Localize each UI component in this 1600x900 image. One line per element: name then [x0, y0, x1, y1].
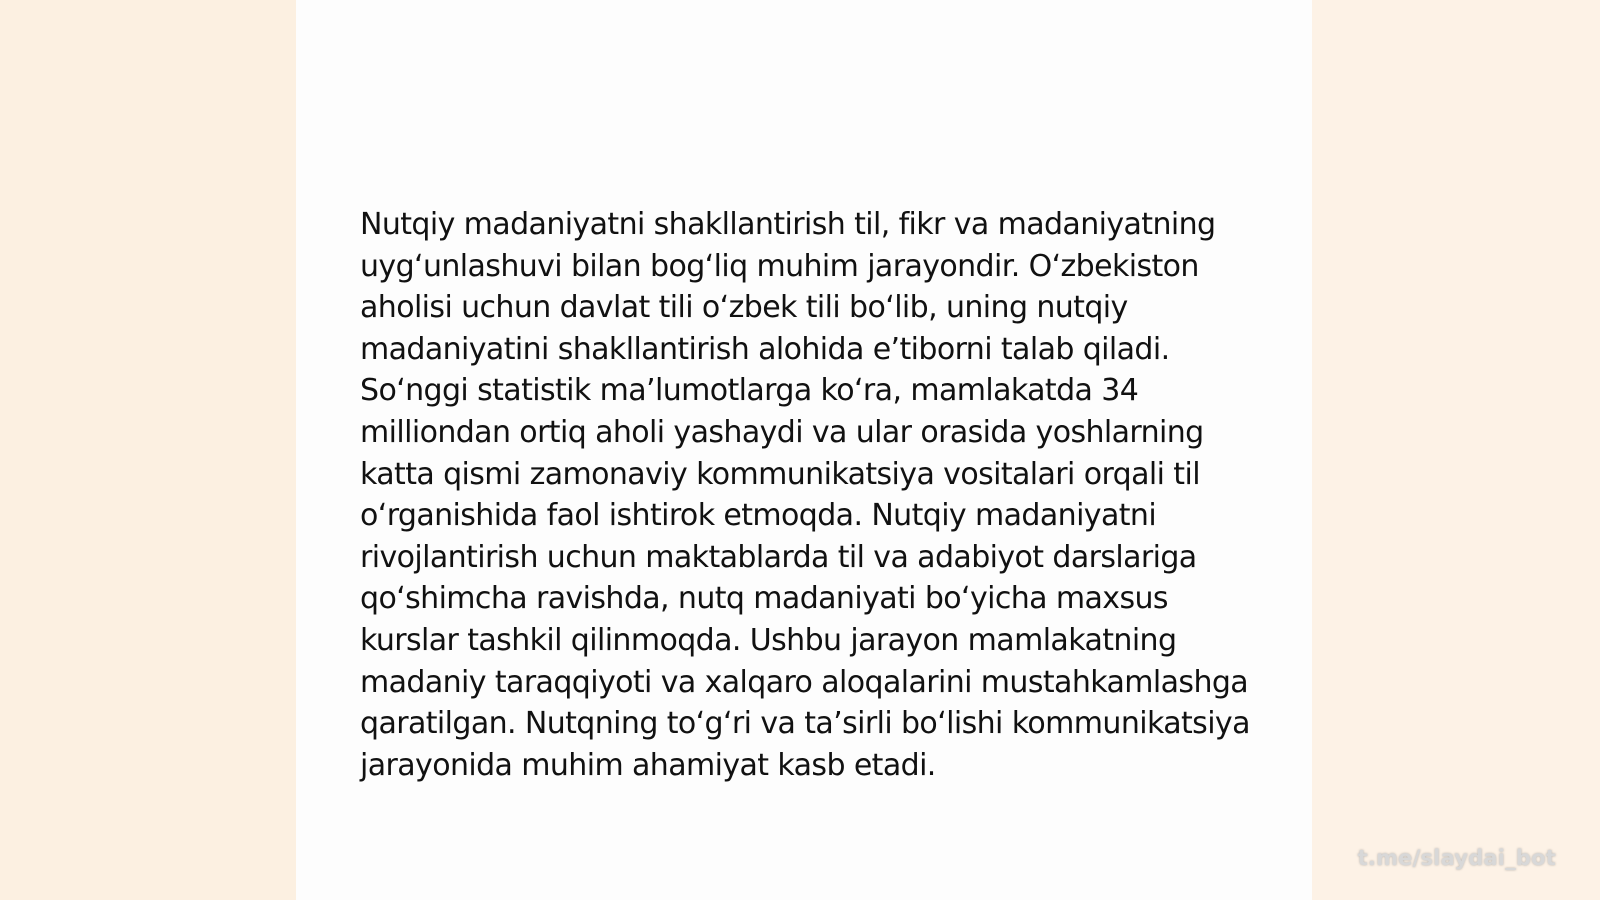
- background-right: [1312, 0, 1600, 900]
- watermark-text: t.me/slaydai_bot: [1357, 846, 1556, 870]
- slide-body-text: Nutqiy madaniyatni shakllantirish til, fikr va madaniyatning uyg‘unlashuvi bilan bog‘liq muhim jarayondir. O‘zbekiston aholisi uchun davlat tili o‘zbek tili bo‘lib, uning nutqiy madaniyatini shakllantirish alohida e’tiborni talab qiladi. So‘nggi statistik ma’lumotlarga ko‘ra, mamlakatda 34 milliondan ortiq aholi yashaydi va ular orasida yoshlarning katta qismi zamonaviy kommunikatsiya vositalari orqali til o‘rganishida faol ishtirok etmoqda. Nutqiy madaniyatni rivojlantirish uchun maktablarda til va adabiyot darslariga qo‘shimcha ravishda, nutq madaniyati bo‘yicha maxsus kurslar tashkil qilinmoqda. Ushbu jarayon mamlakatning madaniy taraqqiyoti va xalqaro aloqalarini mustahkamlashga qaratilgan. Nutqning to‘g‘ri va ta’sirli bo‘lishi kommunikatsiya jarayonida muhim ahamiyat kasb etadi.: [360, 207, 1250, 783]
- background-left: [0, 0, 296, 900]
- slide-panel: [296, 0, 1312, 900]
